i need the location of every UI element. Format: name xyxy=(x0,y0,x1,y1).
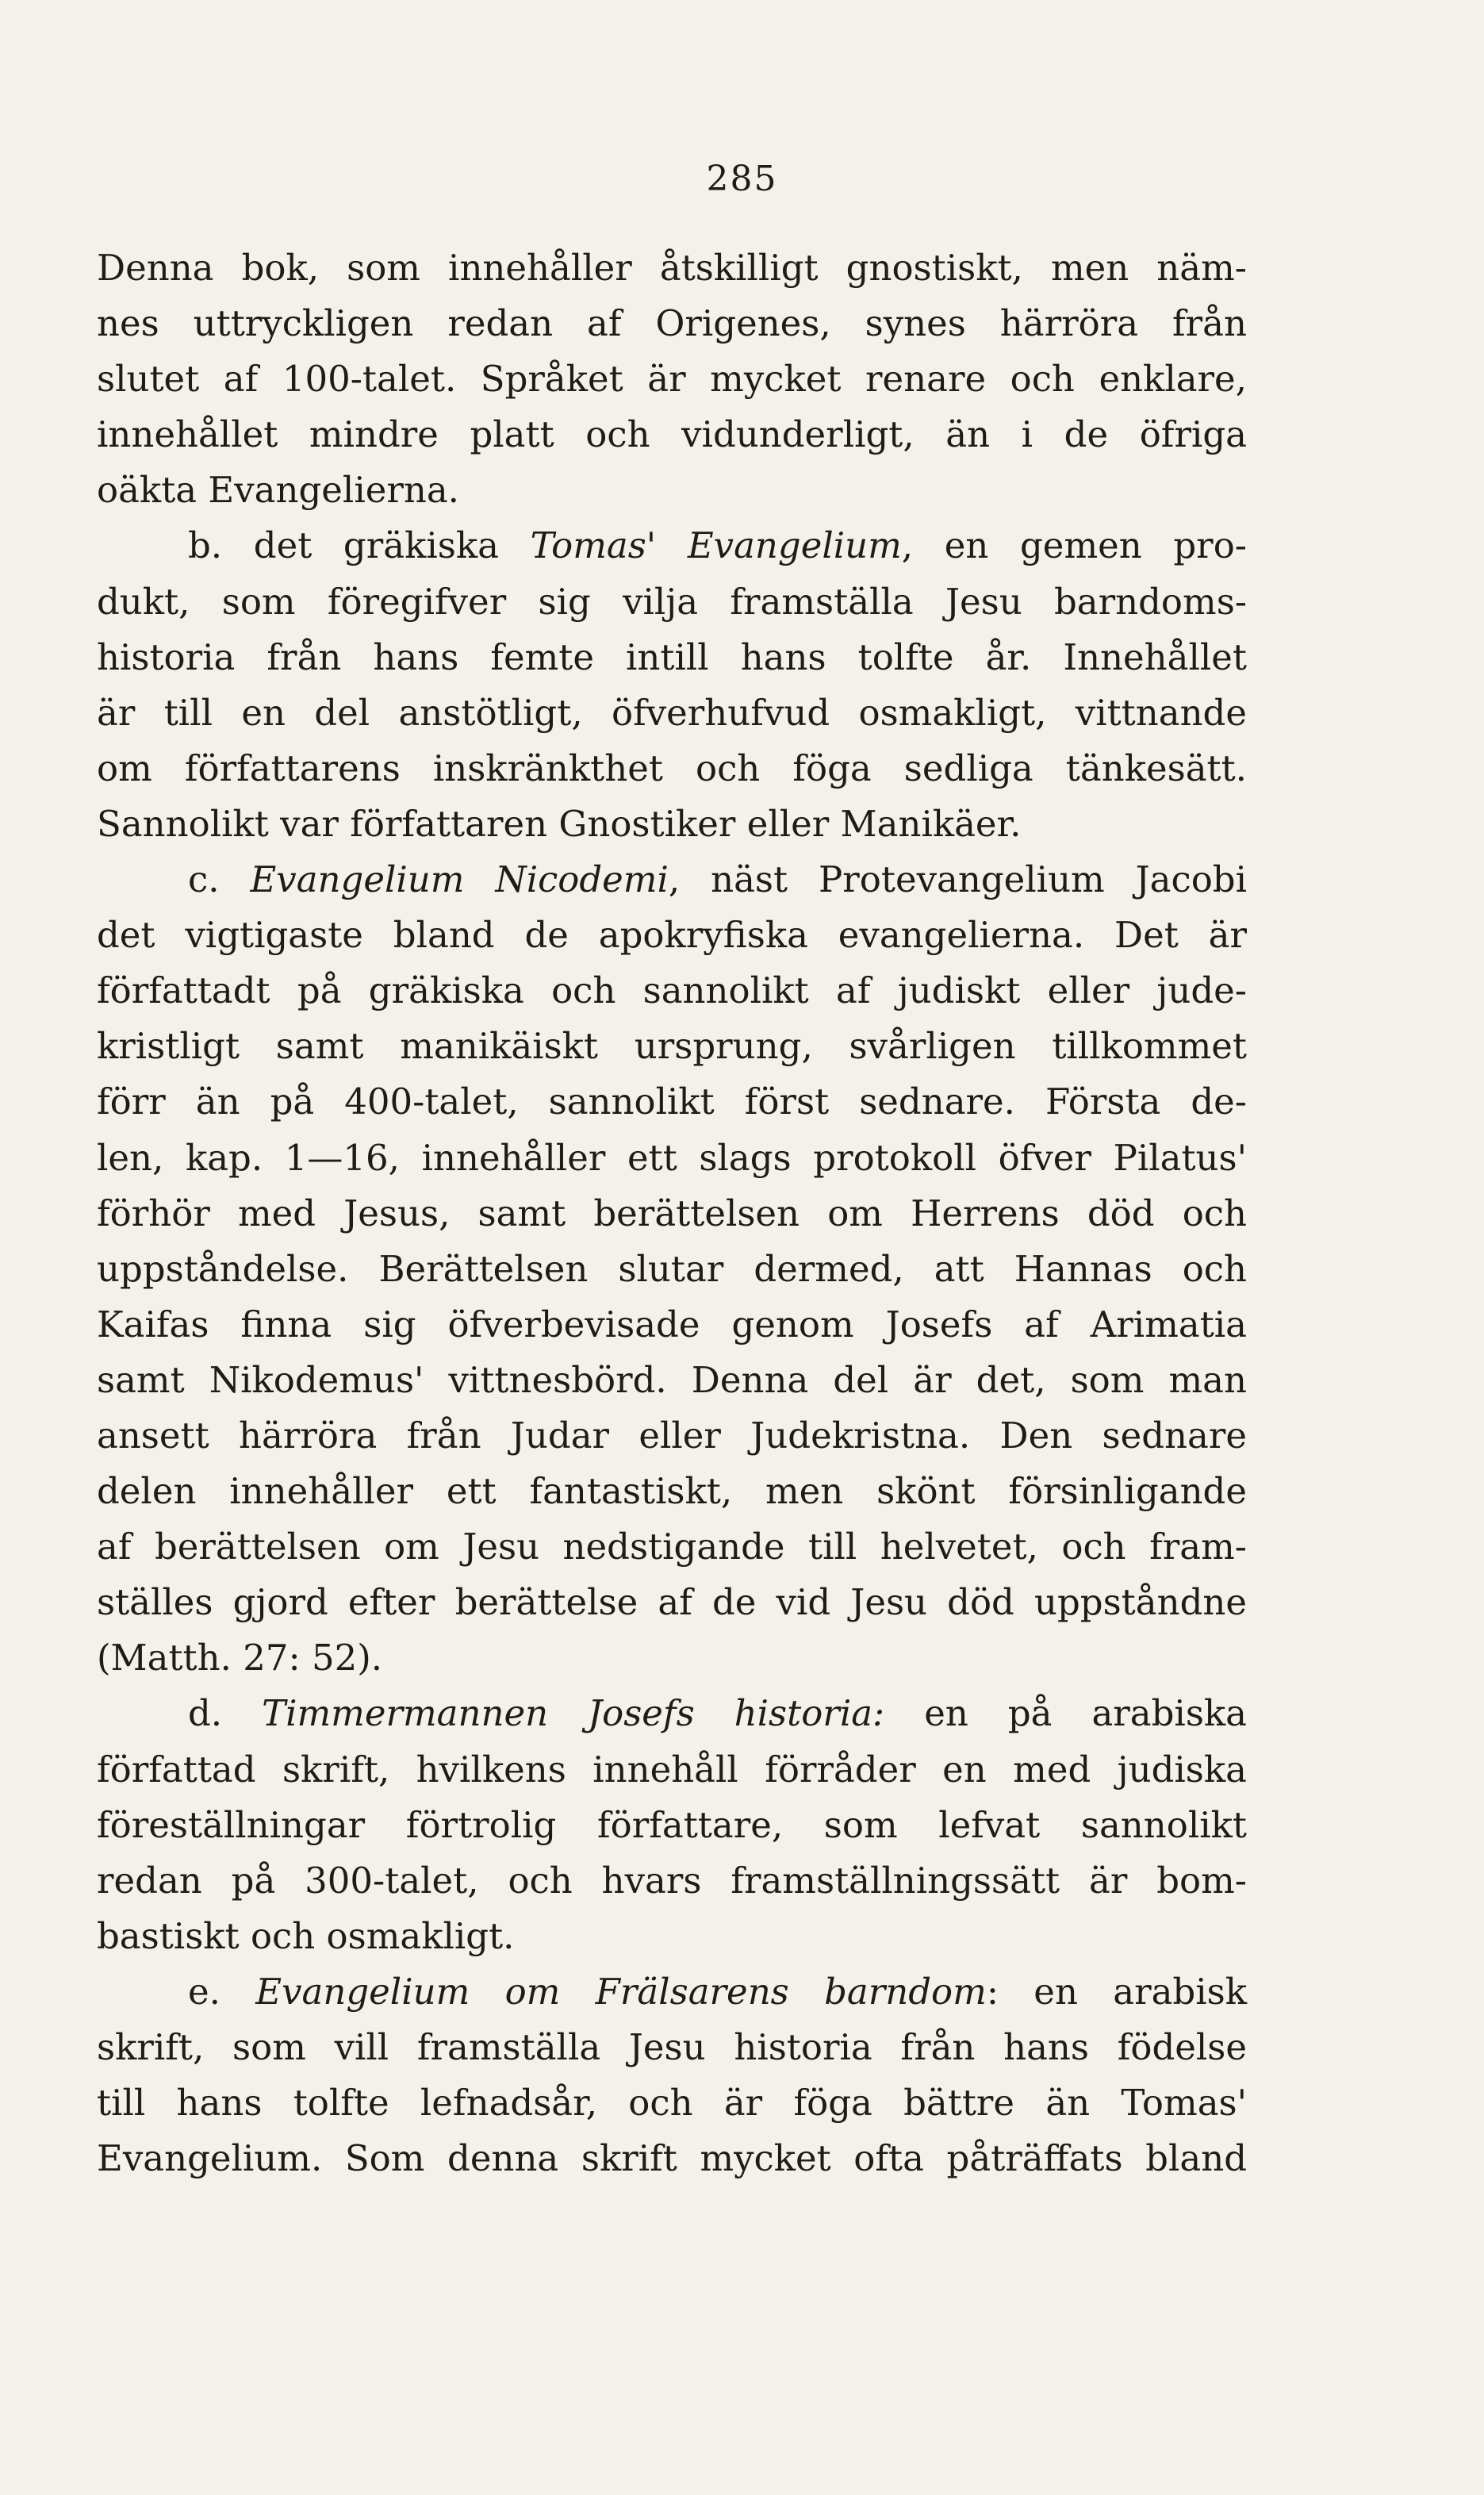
text-line: len, kap. 1—16, innehåller ett slags protokoll öfver Pilatus' xyxy=(97,1136,1247,1179)
text-line: bastiskt och osmakligt. xyxy=(97,1914,515,1957)
text-line: Denna bok, som innehåller åtskilligt gnostiskt, men näm- xyxy=(97,247,1247,289)
text-line: c. Evangelium Nicodemi, näst Protevangelium Jacobi xyxy=(188,858,1248,901)
text-line: dukt, som föregifver sig vilja framställa Jesu barndoms- xyxy=(97,580,1247,623)
page-number: 285 xyxy=(706,159,778,199)
text-line: b. det gräkiska Tomas' Evangelium, en gemen pro- xyxy=(188,524,1247,567)
text-line: delen innehåller ett fantastiskt, men skönt försinligande xyxy=(97,1470,1247,1513)
title-timmermannen-josefs-historia: Timmermannen Josefs historia: xyxy=(262,1692,885,1735)
text-line: Evangelium. Som denna skrift mycket ofta påträffats bland xyxy=(97,2137,1247,2180)
text-line: samt Nikodemus' vittnesbörd. Denna del är det, som man xyxy=(97,1358,1247,1401)
text-line: innehållet mindre platt och vidunderligt, än i de öfriga xyxy=(97,413,1247,456)
text-line: historia från hans femte intill hans tolfte år. Innehållet xyxy=(97,635,1247,678)
text-line: (Matth. 27: 52). xyxy=(97,1637,383,1679)
text-line: slutet af 100-talet. Språket är mycket renare och enklare, xyxy=(97,358,1247,401)
title-tomas-evangelium: Tomas' Evangelium xyxy=(530,524,902,567)
text-line: till hans tolfte lefnadsår, och är föga bättre än Tomas' xyxy=(97,2082,1247,2125)
text-line: e. Evangelium om Frälsarens barndom: en arabisk xyxy=(188,1970,1247,2013)
text-line: af berättelsen om Jesu nedstigande till helvetet, och fram- xyxy=(97,1526,1247,1568)
text-line: kristligt samt manikäiskt ursprung, svårligen tillkommet xyxy=(97,1025,1247,1068)
text-line: författad skrift, hvilkens innehåll förråder en med judiska xyxy=(97,1748,1247,1791)
text-line: skrift, som vill framställa Jesu historia från hans födelse xyxy=(97,2026,1247,2068)
text-line: förhör med Jesus, samt berättelsen om Herrens död och xyxy=(97,1192,1247,1234)
text-line: nes uttryckligen redan af Origenes, synes härröra från xyxy=(97,302,1247,345)
text-line: om författarens inskränkthet och föga sedliga tänkesätt. xyxy=(97,747,1247,789)
text-line: uppståndelse. Berättelsen slutar dermed, att Hannas och xyxy=(97,1247,1247,1290)
title-evangelium-nicodemi: Evangelium Nicodemi xyxy=(250,858,669,901)
text-line: d. Timmermannen Josefs historia: en på arabiska xyxy=(188,1692,1248,1735)
text-line: författadt på gräkiska och sannolikt af judiskt eller jude- xyxy=(97,969,1247,1012)
text-line: Sannolikt var författaren Gnostiker eller Manikäer. xyxy=(97,802,1022,845)
text-line: det vigtigaste bland de apokryfiska evangelierna. Det är xyxy=(97,914,1247,957)
text-line: redan på 300-talet, och hvars framställningssätt är bom- xyxy=(97,1859,1247,1902)
text-line: är till en del anstötligt, öfverhufvud osmakligt, vittnande xyxy=(97,691,1247,734)
text-line: förr än på 400-talet, sannolikt först sednare. Första de- xyxy=(97,1081,1247,1123)
text-line: Kaifas finna sig öfverbevisade genom Josefs af Arimatia xyxy=(97,1303,1247,1345)
text-line: föreställningar förtrolig författare, som lefvat sannolikt xyxy=(97,1803,1247,1846)
text-line: ställes gjord efter berättelse af de vid Jesu död uppståndne xyxy=(97,1581,1247,1624)
text-line: ansett härröra från Judar eller Judekristna. Den sednare xyxy=(97,1414,1247,1457)
body-text xyxy=(97,240,1247,2186)
text-line: oäkta Evangelierna. xyxy=(97,469,459,512)
title-evangelium-om-fralsarens-barndom: Evangelium om Frälsarens barndom xyxy=(255,1970,987,2013)
